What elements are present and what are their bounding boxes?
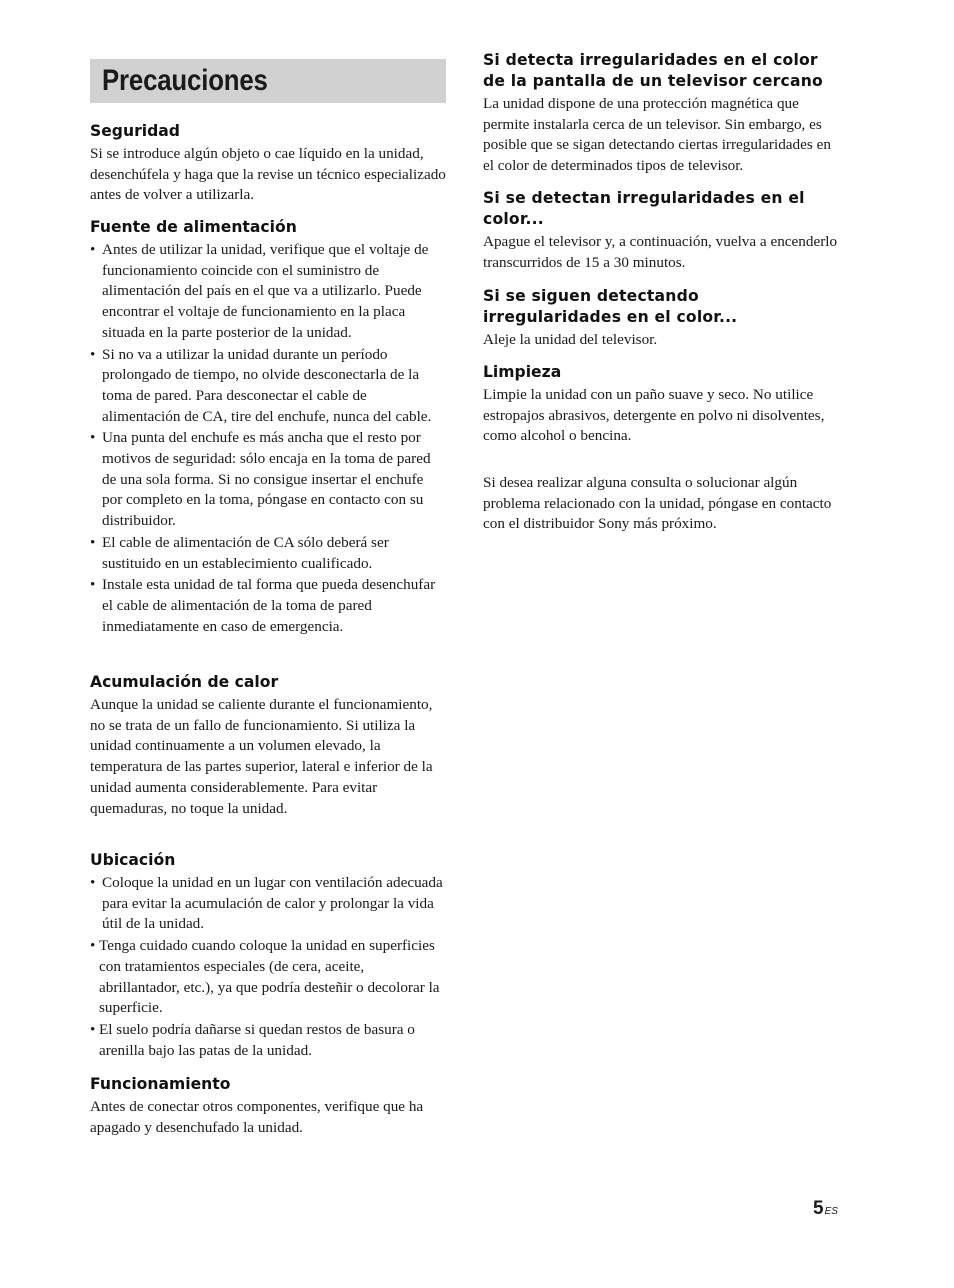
section-detectan bbox=[483, 188, 839, 273]
title-banner bbox=[90, 59, 446, 103]
list-item: • Coloque la unidad en un lugar con ventilación adecuada para evitar la acumulación de calor y prolongar la vida útil de la unidad. bbox=[90, 874, 443, 933]
section-consulta bbox=[483, 471, 839, 535]
text-seguridad: Si se introduce algún objeto o cae líquido en la unidad, desenchúfela y haga que la revise un técnico especializado antes de volver a utilizarla. bbox=[90, 145, 446, 204]
heading-fuente: Fuente de alimentación bbox=[90, 218, 297, 236]
text-calor: Aunque la unidad se caliente durante el funcionamiento, no se trata de un fallo de funcionamiento. Si utiliza la unidad continuamente a un volumen elevado, la temperatura de las partes superior, lateral e inferior de la unidad aumenta considerablemente. Para evitar quemaduras, no toque la unidad. bbox=[90, 696, 433, 817]
list-fuente bbox=[90, 240, 446, 637]
heading-tv: Si detecta irregularidades en el color de la pantalla de un televisor cercano bbox=[483, 51, 823, 90]
text-detectan: Apague el televisor y, a continuación, vuelva a encenderlo transcurridos de 15 a 30 minutos. bbox=[483, 233, 838, 271]
text-consulta: Si desea realizar alguna consulta o solucionar algún problema relacionado con la unidad, póngase en contacto con el distribuidor Sony más próximo. bbox=[483, 474, 832, 533]
section-ubicacion bbox=[90, 850, 446, 1062]
text-siguen: Aleje la unidad del televisor. bbox=[483, 331, 658, 348]
list-item: • Tenga cuidado cuando coloque la unidad en superficies con tratamientos especiales (de cera, aceite, abrillantador, etc.), ya que podría desteñir o decolorar la superficie. bbox=[90, 937, 440, 1017]
heading-calor: Acumulación de calor bbox=[90, 673, 279, 691]
list-item: • Antes de utilizar la unidad, verifique que el voltaje de funcionamiento coincide con el suministro de alimentación del país en el que va a utilizarlo. Puede encontrar el voltaje de funcionamiento en la placa situada en la parte posterior de la unidad. bbox=[90, 241, 429, 341]
section-funcionamiento bbox=[90, 1074, 446, 1138]
list-ubicacion bbox=[90, 873, 446, 1061]
text-tv: La unidad dispone de una protección magnética que permite instalarla cerca de un televisor. Sin embargo, es posible que se sigan detectando ciertas irregularidades en el color de determinados tipos de televisor. bbox=[483, 95, 831, 175]
page-title: Precauciones bbox=[102, 64, 268, 97]
list-item: • El cable de alimentación de CA sólo deberá ser sustituido en un establecimiento cualificado. bbox=[90, 533, 389, 572]
text-funcionamiento: Antes de conectar otros componentes, verifique que ha apagado y desenchufado la unidad. bbox=[90, 1098, 424, 1136]
heading-limpieza: Limpieza bbox=[483, 363, 562, 381]
heading-ubicacion: Ubicación bbox=[90, 851, 176, 869]
page-language-suffix: ES bbox=[824, 1206, 838, 1217]
heading-siguen: Si se siguen detectando irregularidades en el color... bbox=[483, 287, 738, 326]
page-number: $5^{ES}$ bbox=[813, 1198, 838, 1219]
heading-seguridad: Seguridad bbox=[90, 122, 180, 140]
section-seguridad bbox=[90, 121, 446, 206]
section-limpieza bbox=[483, 362, 839, 447]
section-tv bbox=[483, 50, 839, 177]
section-fuente bbox=[90, 217, 446, 638]
list-item: • El suelo podría dañarse si quedan restos de basura o arenilla bajo las patas de la unidad. bbox=[90, 1020, 415, 1059]
list-item: • Si no va a utilizar la unidad durante un período prolongado de tiempo, no olvide desconectarla de la toma de pared. Para desconectar el cable de alimentación de CA, tire del enchufe, nunca del cable. bbox=[90, 345, 432, 425]
text-limpieza: Limpie la unidad con un paño suave y seco. No utilice estropajos abrasivos, detergente en polvo ni disolventes, como alcohol o bencina. bbox=[483, 386, 825, 445]
heading-funcionamiento: Funcionamiento bbox=[90, 1075, 231, 1093]
heading-detectan: Si se detectan irregularidades en el color... bbox=[483, 189, 805, 228]
list-item: • Una punta del enchufe es más ancha que el resto por motivos de seguridad: sólo encaja en la toma de pared de una sola forma. Si no consigue insertar el enchufe por completo en la toma, póngase en contacto con su distribuidor. bbox=[90, 429, 431, 530]
section-siguen bbox=[483, 286, 839, 351]
section-calor bbox=[90, 672, 446, 819]
list-item: • Instale esta unidad de tal forma que pueda desenchufar el cable de alimentación de la toma de pared inmediatamente en caso de emergencia. bbox=[90, 576, 436, 635]
